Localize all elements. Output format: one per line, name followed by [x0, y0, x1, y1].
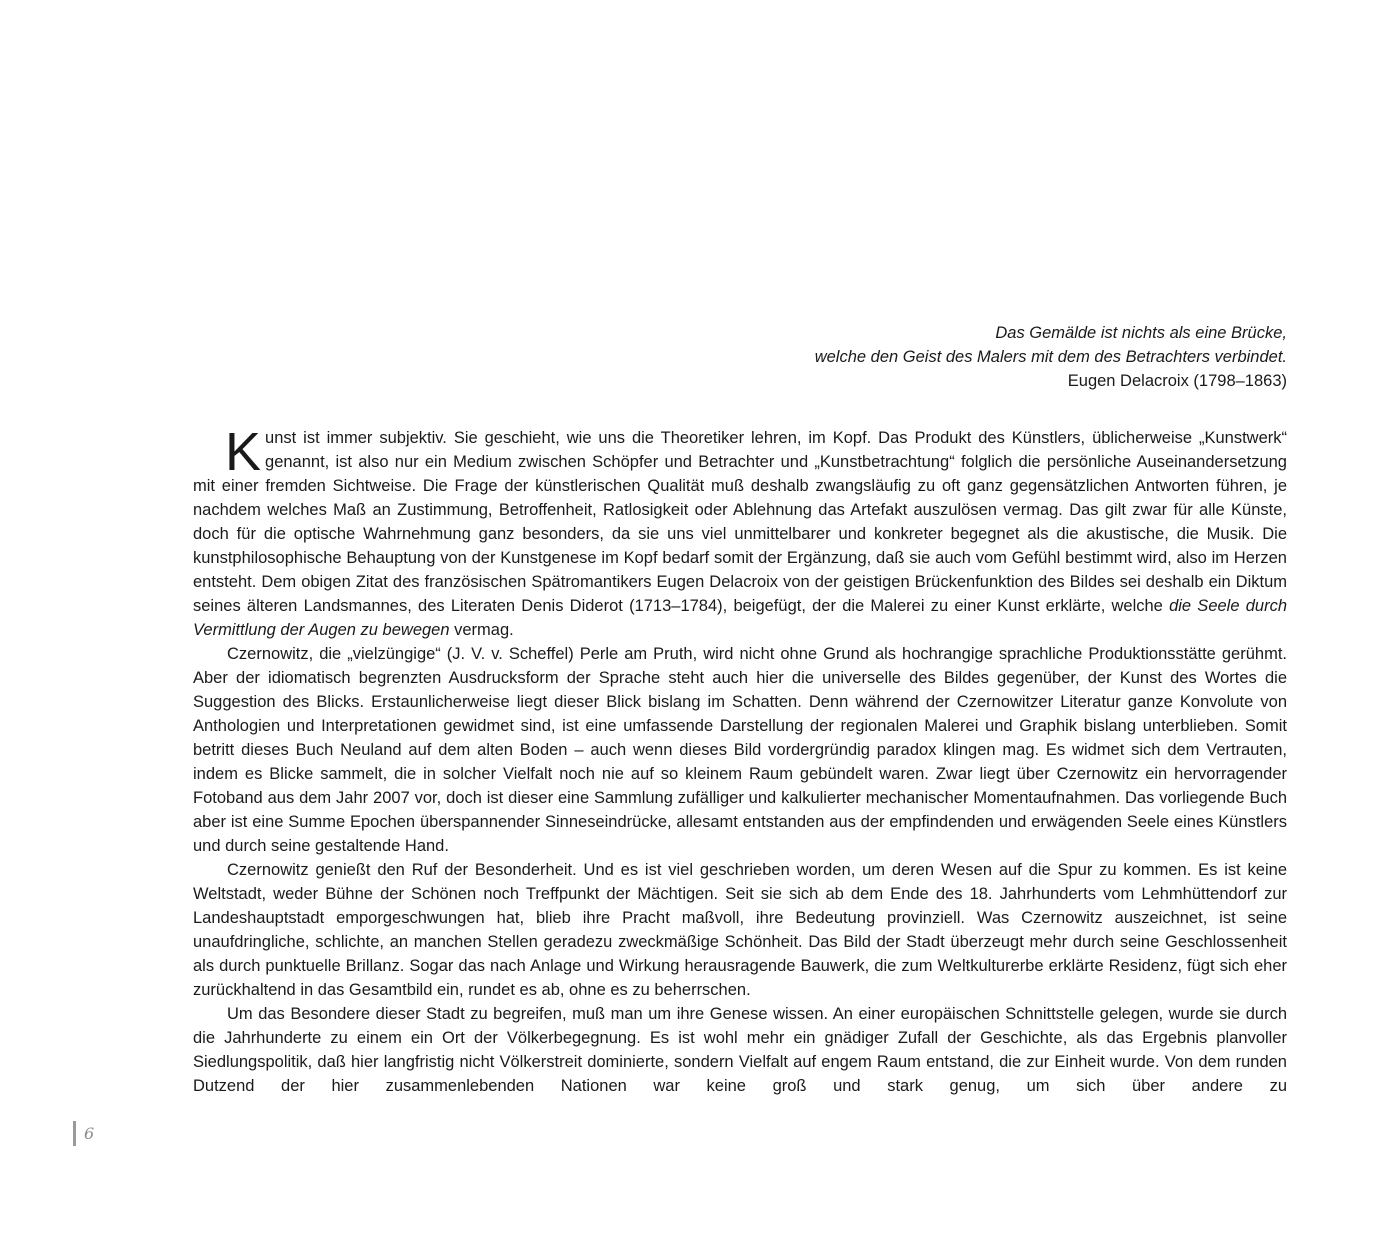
- epigraph-author: Eugen Delacroix (1798–1863): [1067, 372, 1287, 390]
- body-text: [193, 422, 1287, 1098]
- paragraph-3: Czernowitz genießt den Ruf der Besonderheit. Und es ist viel geschrieben worden, um deren Wesen auf die Spur zu kommen. Es ist keine Weltstadt, weder Bühne der Schönen noch Treffpunkt der Mächtigen. Seit sie sich ab dem Ende des 18. Jahrhunderts vom Lehmhüttendorf zur Landeshauptstadt emporgeschwungen hat, blieb ihre Pracht maßvoll, ihre Bedeutung provinziell. Was Czernowitz auszeichnet, ist seine unaufdringliche, schlichte, an manchen Stellen geradezu zweckmäßige Schönheit. Das Bild der Stadt überzeugt mehr durch seine Geschlossenheit als durch punktuelle Brillanz. Sogar das nach Anlage und Wirkung herausragende Bauwerk, die zum Weltkulturerbe erklärte Residenz, fügt sich eher zurückhaltend in das Gesamtbild ein, rundet es ab, ohne es zu beherrschen.: [193, 861, 1287, 999]
- paragraph-1: [193, 422, 1287, 642]
- page-number-bar: [73, 1121, 76, 1146]
- paragraph-1-text: unst ist immer subjektiv. Sie geschieht, wie uns die Theoretiker lehren, im Kopf. Das Produkt des Künstlers, üblicherweise „Kunstwerk“ genannt, ist also nur ein Medium zwischen Schöpfer und Betrachter und „Kunstbetrachtung“ folglich die persönliche Auseinandersetzung mit einer fremden Sichtweise. Die Frage der künstlerischen Qualität muß deshalb zwangsläufig zu oft ganz gegensätzlichen Antworten führen, je nachdem welches Maß an Zustimmung, Betroffenheit, Ratlosigkeit oder Ablehnung das Artefakt auszulösen vermag. Das gilt zwar für alle Künste, doch für die optische Wahrnehmung ganz besonders, da sie uns viel unmittelbarer und konkreter begegnet als die akustische, die Musik. Die kunstphilosophische Behauptung von der Kunstgenese im Kopf bedarf somit der Ergänzung, daß sie auch vom Gefühl bestimmt wird, also im Herzen entsteht. Dem obigen Zitat des französischen Spätromantikers Eugen Delacroix von der geistigen Brückenfunktion des Bildes sei deshalb ein Diktum seines älteren Landsmannes, des Literaten Denis Diderot (1713–1784), beigefügt, der die Malerei zu einer Kunst erklärte, welche: [193, 429, 1287, 615]
- epigraph: [587, 321, 1287, 393]
- paragraph-1-italic-quote: die Seele durch Vermittlung der Augen zu bewegen: [193, 597, 1287, 639]
- epigraph-quote-line-2: welche den Geist des Malers mit dem des Betrachters verbindet.: [814, 348, 1287, 366]
- page-number-marker: [73, 1121, 94, 1146]
- paragraph-4: Um das Besondere dieser Stadt zu begreifen, muß man um ihre Genese wissen. An einer europäischen Schnittstelle gelegen, wurde sie durch die Jahrhunderte zu einem ein Ort der Völkerbegegnung. Es ist wohl mehr ein gnädiger Zufall der Geschichte, als das Ergebnis planvoller Siedlungspolitik, daß hier langfristig nicht Völkerstreit dominierte, sondern Vielfalt auf engem Raum entstand, die zur Einheit wurde. Von dem runden Dutzend der hier zusammenlebenden Nationen war keine groß und stark genug, um sich über andere zu: [193, 1005, 1287, 1095]
- page-number: 6: [84, 1124, 95, 1143]
- paragraph-1-text-end: vermag.: [449, 621, 514, 639]
- epigraph-quote-line-1: Das Gemälde ist nichts als eine Brücke,: [995, 324, 1287, 342]
- drop-cap: K: [225, 422, 262, 482]
- paragraph-2: Czernowitz, die „vielzüngige“ (J. V. v. Scheffel) Perle am Pruth, wird nicht ohne Grund als hochrangige sprachliche Produktionsstätte gerühmt. Aber der idiomatisch begrenzten Ausdrucksform der Sprache steht auch hier die universelle des Bildes gegenüber, der Kunst des Wortes die Suggestion des Blicks. Erstaunlicherweise liegt dieser Blick bislang im Schatten. Denn während der Czernowitzer Literatur ganze Konvolute von Anthologien und Interpretationen gewidmet sind, ist eine umfassende Darstellung der regionalen Malerei und Graphik bislang unterblieben. Somit betritt dieses Buch Neuland auf dem alten Boden – auch wenn dieses Bild vordergründig paradox klingen mag. Es widmet sich dem Vertrauten, indem es Blicke sammelt, die in solcher Vielfalt noch nie auf so kleinem Raum gebündelt waren. Zwar liegt über Czernowitz ein hervorragender Fotoband aus dem Jahr 2007 vor, doch ist dieser eine Sammlung zufälliger und kalkulierter mechanischer Momentaufnahmen. Das vorliegende Buch aber ist eine Summe Epochen überspannender Sinneseindrücke, allesamt entstanden aus der empfindenden und erwägenden Seele eines Künstlers und durch seine gestaltende Hand.: [193, 645, 1287, 855]
